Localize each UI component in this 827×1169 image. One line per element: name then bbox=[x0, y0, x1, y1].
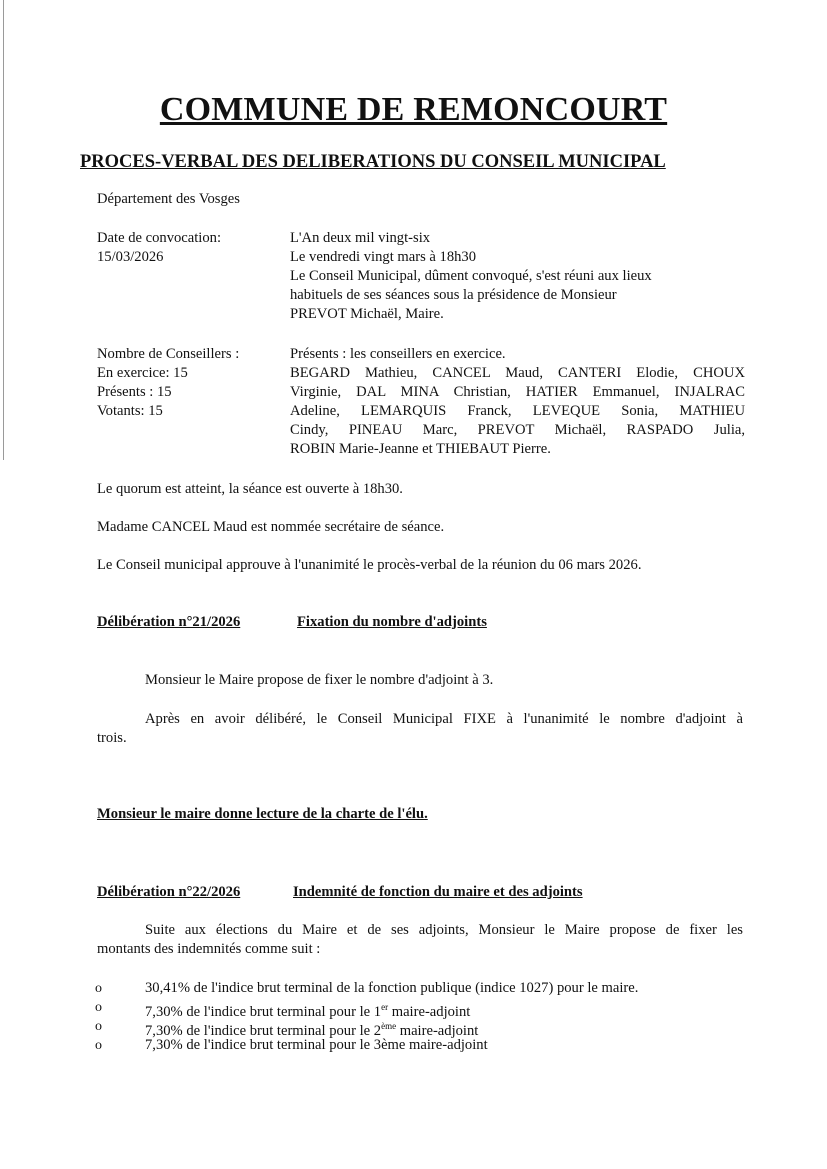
councillor-counts bbox=[97, 345, 239, 421]
present-line: Virginie, DAL MINA Christian, HATIER Emmanuel, INJALRAC bbox=[290, 384, 745, 400]
item-text: 7,30% de l'indice brut terminal pour le 1 bbox=[145, 1003, 382, 1020]
page-title: COMMUNE DE REMONCOURT bbox=[159, 91, 668, 128]
convocation-date: 15/03/2026 bbox=[97, 249, 164, 265]
item-text-end: maire-adjoint bbox=[396, 1022, 479, 1039]
item-text: 7,30% de l'indice brut terminal pour le 2 bbox=[145, 1022, 382, 1039]
item-text-end: maire-adjoint bbox=[388, 1003, 471, 1020]
councillor-count-label: Votants: 15 bbox=[97, 403, 163, 419]
indemnity-item-adjoint-3: 7,30% de l'indice brut terminal pour le 3ème maire-adjoint bbox=[145, 1037, 488, 1053]
approval-statement: Le Conseil municipal approuve à l'unanimité le procès-verbal de la réunion du 06 mars 2026. bbox=[97, 557, 642, 573]
convocation-line: Le Conseil Municipal, dûment convoqué, s'est réuni aux lieux bbox=[290, 268, 652, 284]
deliberation-22-title: Indemnité de fonction du maire et des adjoints bbox=[293, 884, 583, 900]
deliberation-21-decision: Après en avoir délibéré, le Conseil Municipal FIXE à l'unanimité le nombre d'adjoint à bbox=[145, 711, 743, 727]
deliberation-22-number: Délibération n°22/2026 bbox=[97, 884, 241, 900]
secretary-statement: Madame CANCEL Maud est nommée secrétaire de séance. bbox=[97, 519, 445, 535]
present-line: BEGARD Mathieu, CANCEL Maud, CANTERI Elodie, CHOUX bbox=[290, 365, 745, 381]
convocation-line: Le vendredi vingt mars à 18h30 bbox=[290, 249, 477, 265]
deliberation-22-intro: Suite aux élections du Maire et de ses adjoints, Monsieur le Maire propose de fixer les bbox=[145, 922, 743, 938]
convocation-line: PREVOT Michaël, Maire. bbox=[290, 306, 444, 322]
charter-reading: Monsieur le maire donne lecture de la charte de l'élu. bbox=[97, 806, 428, 822]
convocation-label: Date de convocation: bbox=[97, 230, 221, 246]
present-header: Présents : les conseillers en exercice. bbox=[290, 346, 506, 362]
present-line: Cindy, PINEAU Marc, PREVOT Michaël, RASPADO Julia, bbox=[290, 422, 745, 438]
deliberation-21-decision-cont: trois. bbox=[97, 730, 127, 746]
deliberation-22-intro-cont: montants des indemnités comme suit : bbox=[97, 941, 321, 957]
councillor-count-label: Présents : 15 bbox=[97, 384, 172, 400]
councillor-count-label: Nombre de Conseillers : bbox=[97, 346, 240, 362]
convocation-labels bbox=[97, 229, 221, 267]
bullet-marker: o bbox=[95, 981, 102, 996]
deliberation-21-title: Fixation du nombre d'adjoints bbox=[297, 614, 487, 630]
scan-edge-line bbox=[3, 0, 4, 460]
present-line: Adeline, LEMARQUIS Franck, LEVEQUE Sonia, MATHIEU bbox=[290, 403, 745, 419]
indemnity-item-mayor: 30,41% de l'indice brut terminal de la fonction publique (indice 1027) pour le maire. bbox=[145, 980, 639, 996]
item-superscript: ème bbox=[381, 1021, 397, 1031]
councillor-count-label: En exercice: 15 bbox=[97, 365, 188, 381]
deliberation-21-proposal: Monsieur le Maire propose de fixer le nombre d'adjoint à 3. bbox=[145, 672, 494, 688]
convocation-text bbox=[290, 229, 652, 324]
page-subtitle: PROCES-VERBAL DES DELIBERATIONS DU CONSEIL MUNICIPAL bbox=[80, 152, 666, 172]
bullet-marker: o bbox=[95, 1038, 102, 1053]
quorum-statement: Le quorum est atteint, la séance est ouverte à 18h30. bbox=[97, 481, 403, 497]
bullet-marker: o bbox=[95, 1019, 102, 1034]
deliberation-21-number: Délibération n°21/2026 bbox=[97, 614, 241, 630]
item-superscript: er bbox=[381, 1002, 389, 1012]
convocation-line: L'An deux mil vingt-six bbox=[290, 230, 431, 246]
bullet-marker: o bbox=[95, 1000, 102, 1015]
department: Département des Vosges bbox=[97, 191, 240, 207]
convocation-line: habituels de ses séances sous la présidence de Monsieur bbox=[290, 287, 617, 303]
present-line: ROBIN Marie-Jeanne et THIEBAUT Pierre. bbox=[290, 441, 551, 457]
